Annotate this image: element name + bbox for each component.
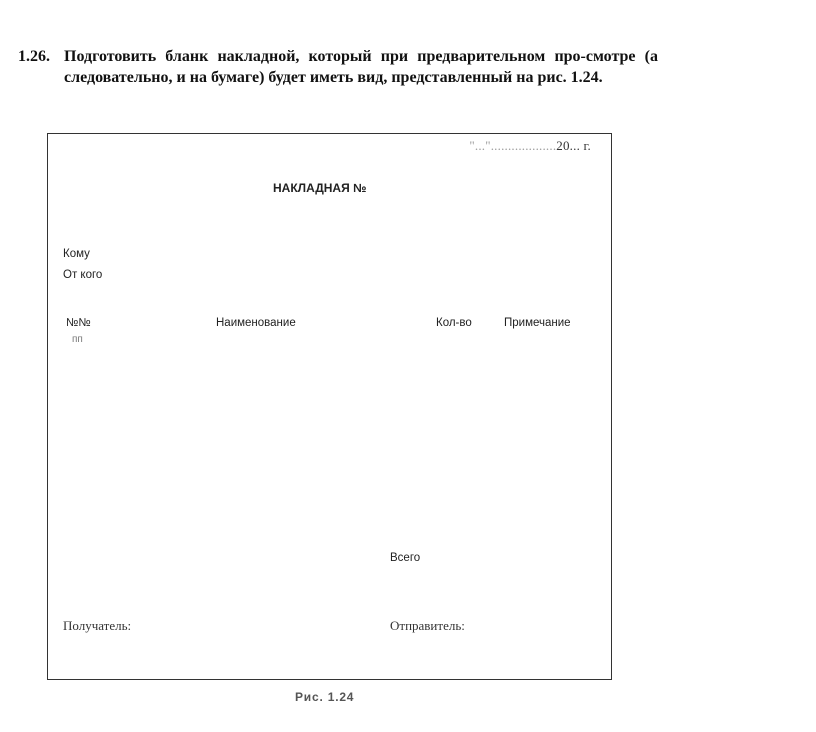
sender-label: Отправитель: <box>390 618 465 633</box>
task-number: 1.26. <box>18 48 50 65</box>
task-paragraph: Подготовить бланк накладной, который при предварительном про-смотре (а следовательно, и на бумаге) будет иметь вид, представленный на рис. 1.24. <box>64 48 658 86</box>
invoice-form <box>47 133 612 680</box>
task-text <box>18 46 658 88</box>
receiver-label: Получатель: <box>63 618 132 633</box>
column-header-number: №№ <box>66 317 91 329</box>
column-header-name: Наименование <box>216 317 296 329</box>
date-year: 20... г. <box>556 138 591 153</box>
column-header-number-sub: пп <box>72 334 83 345</box>
total-label: Всего <box>390 552 421 564</box>
from-label: От кого <box>63 269 103 281</box>
to-label: Кому <box>63 248 90 260</box>
invoice-title: НАКЛАДНАЯ № <box>273 181 367 195</box>
date-line <box>469 138 591 154</box>
column-header-note: Примечание <box>504 317 571 329</box>
figure-caption: Рис. 1.24 <box>295 690 355 704</box>
date-dots: "..."................... <box>469 138 557 153</box>
column-header-quantity: Кол-во <box>436 317 472 329</box>
